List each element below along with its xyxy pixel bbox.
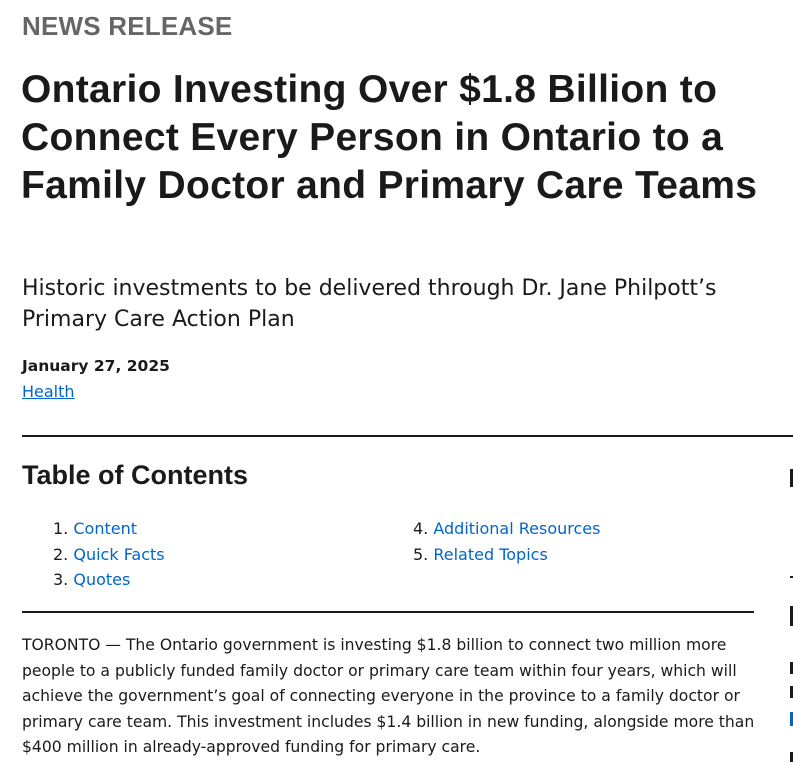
release-date: January 27, 2025 <box>22 357 170 375</box>
toc-link-quotes[interactable]: Quotes <box>73 570 131 589</box>
toc-item-quotes <box>53 567 165 593</box>
topic-link-health[interactable]: Health <box>22 382 75 401</box>
toc-list-column-1 <box>53 516 165 593</box>
toc-item-related-topics <box>413 542 600 568</box>
page-title: Ontario Investing Over $1.8 Billion to Connect Every Person in Ontario to a Family Doctor and Primary Care Teams <box>21 68 758 207</box>
toc-item-additional-resources <box>413 516 600 542</box>
toc-item-quick-facts <box>53 542 165 568</box>
toc-link-additional-resources[interactable]: Additional Resources <box>433 519 601 538</box>
toc-list-column-2 <box>413 516 600 567</box>
toc-item-number: 3. <box>53 570 69 589</box>
toc-item-content <box>53 516 165 542</box>
toc-link-related-topics[interactable]: Related Topics <box>433 544 548 564</box>
toc-item-number: 4. <box>413 519 429 538</box>
lead-paragraph: TORONTO — The Ontario government is investing $1.8 billion to connect two million more people to a publicly funded family doctor or primary care team within four years, which will achieve the government’s goal of connecting everyone in the province to a family doctor or primary care team. This investment includes $1.4 billion in new funding, alongside more than $400 million in already-approved funding for primary care. <box>22 636 755 756</box>
page-subtitle: Historic investments to be delivered through Dr. Jane Philpott’s Primary Care Action Plan <box>22 276 717 332</box>
toc-item-number: 2. <box>53 544 69 564</box>
toc-item-number: 5. <box>413 544 429 564</box>
divider-top <box>22 435 793 437</box>
toc-item-number: 1. <box>53 519 69 538</box>
toc-link-quick-facts[interactable]: Quick Facts <box>73 544 165 564</box>
divider-bottom <box>22 611 754 613</box>
toc-link-content[interactable]: Content <box>73 519 137 538</box>
release-type-label: NEWS RELEASE <box>22 11 233 41</box>
toc-title: Table of Contents <box>22 460 248 490</box>
